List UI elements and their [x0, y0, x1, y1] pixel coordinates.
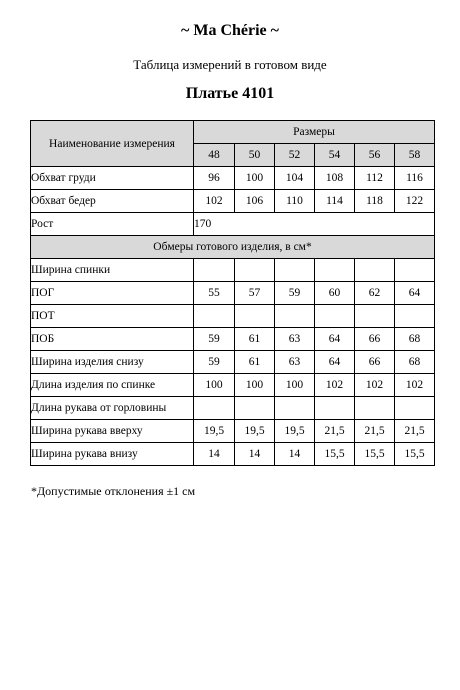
- value-cell: 15,5: [355, 443, 395, 466]
- value-cell: 14: [194, 443, 235, 466]
- garment-measurements: [31, 259, 435, 466]
- body-measurements: [31, 167, 435, 213]
- value-cell: 64: [395, 282, 435, 305]
- value-cell: 61: [235, 328, 275, 351]
- table-row: [31, 374, 435, 397]
- value-cell: [275, 259, 315, 282]
- value-cell: 59: [194, 328, 235, 351]
- value-cell: [275, 305, 315, 328]
- row-label: Ширина рукава вверху: [31, 420, 194, 443]
- value-cell: 68: [395, 351, 435, 374]
- table-row: [31, 282, 435, 305]
- table-row: [31, 167, 435, 190]
- row-label: Длина изделия по спинке: [31, 374, 194, 397]
- value-cell: 100: [235, 374, 275, 397]
- value-cell: 19,5: [194, 420, 235, 443]
- garment-section-title: Обмеры готового изделия, в см*: [31, 236, 435, 259]
- value-cell: [235, 305, 275, 328]
- value-cell: 14: [275, 443, 315, 466]
- sizes-header: Размеры: [194, 121, 435, 144]
- value-cell: [194, 397, 235, 420]
- value-cell: 59: [275, 282, 315, 305]
- size-header-cell: 56: [355, 144, 395, 167]
- value-cell: 57: [235, 282, 275, 305]
- row-label: Обхват бедер: [31, 190, 194, 213]
- value-cell: [315, 397, 355, 420]
- value-cell: 68: [395, 328, 435, 351]
- value-cell: 102: [355, 374, 395, 397]
- value-cell: 21,5: [315, 420, 355, 443]
- value-cell: 63: [275, 328, 315, 351]
- size-table: [30, 120, 435, 466]
- value-cell: 100: [194, 374, 235, 397]
- value-cell: 63: [275, 351, 315, 374]
- row-label: Ширина спинки: [31, 259, 194, 282]
- brand-title: ~ Ma Chérie ~: [181, 22, 279, 39]
- value-cell: [235, 397, 275, 420]
- value-cell: [315, 259, 355, 282]
- value-cell: [235, 259, 275, 282]
- table-row: [31, 420, 435, 443]
- value-cell: 15,5: [315, 443, 355, 466]
- value-cell: 14: [235, 443, 275, 466]
- size-header-cell: 50: [235, 144, 275, 167]
- row-label: Обхват груди: [31, 167, 194, 190]
- value-cell: 122: [395, 190, 435, 213]
- value-cell: [194, 259, 235, 282]
- value-cell: 100: [275, 374, 315, 397]
- product-title: Платье 4101: [185, 85, 275, 102]
- table-row: [31, 443, 435, 466]
- value-cell: 96: [194, 167, 235, 190]
- row-label: Длина рукава от горловины: [31, 397, 194, 420]
- value-cell: 110: [275, 190, 315, 213]
- table-row: [31, 305, 435, 328]
- value-cell: 15,5: [395, 443, 435, 466]
- table-row: [31, 397, 435, 420]
- value-cell: 116: [395, 167, 435, 190]
- value-cell: 21,5: [395, 420, 435, 443]
- value-cell: [355, 397, 395, 420]
- value-cell: [355, 305, 395, 328]
- value-cell: [395, 397, 435, 420]
- table-row: [31, 328, 435, 351]
- value-cell: 106: [235, 190, 275, 213]
- row-label: Ширина рукава внизу: [31, 443, 194, 466]
- value-cell: 55: [194, 282, 235, 305]
- height-value: 170: [194, 213, 435, 236]
- value-cell: 60: [315, 282, 355, 305]
- height-section: [31, 213, 435, 259]
- size-header-cell: 52: [275, 144, 315, 167]
- row-label: ПОТ: [31, 305, 194, 328]
- value-cell: 100: [235, 167, 275, 190]
- value-cell: [194, 305, 235, 328]
- row-label: ПОГ: [31, 282, 194, 305]
- value-cell: 112: [355, 167, 395, 190]
- value-cell: 102: [395, 374, 435, 397]
- value-cell: [395, 259, 435, 282]
- tolerance-footnote: *Допустимые отклонения ±1 см: [31, 484, 196, 498]
- row-label: Ширина изделия снизу: [31, 351, 194, 374]
- value-cell: 21,5: [355, 420, 395, 443]
- value-cell: 102: [194, 190, 235, 213]
- table-row: [31, 259, 435, 282]
- section-header-row: [31, 236, 435, 259]
- value-cell: 66: [355, 351, 395, 374]
- size-header-cell: 54: [315, 144, 355, 167]
- value-cell: [315, 305, 355, 328]
- document-subtitle: Таблица измерений в готовом виде: [133, 57, 327, 72]
- row-label: ПОБ: [31, 328, 194, 351]
- value-cell: 64: [315, 328, 355, 351]
- size-header-cell: 58: [395, 144, 435, 167]
- value-cell: 64: [315, 351, 355, 374]
- value-cell: 62: [355, 282, 395, 305]
- value-cell: 108: [315, 167, 355, 190]
- value-cell: 104: [275, 167, 315, 190]
- value-cell: 66: [355, 328, 395, 351]
- value-cell: 19,5: [235, 420, 275, 443]
- value-cell: 61: [235, 351, 275, 374]
- value-cell: 118: [355, 190, 395, 213]
- table-row: [31, 190, 435, 213]
- row-label: Рост: [31, 213, 194, 236]
- table-row: [31, 351, 435, 374]
- value-cell: [355, 259, 395, 282]
- value-cell: [275, 397, 315, 420]
- value-cell: 19,5: [275, 420, 315, 443]
- value-cell: 59: [194, 351, 235, 374]
- measurement-name-header: Наименование измерения: [31, 121, 194, 167]
- size-header-cell: 48: [194, 144, 235, 167]
- value-cell: 114: [315, 190, 355, 213]
- value-cell: [395, 305, 435, 328]
- table-row: [31, 213, 435, 236]
- value-cell: 102: [315, 374, 355, 397]
